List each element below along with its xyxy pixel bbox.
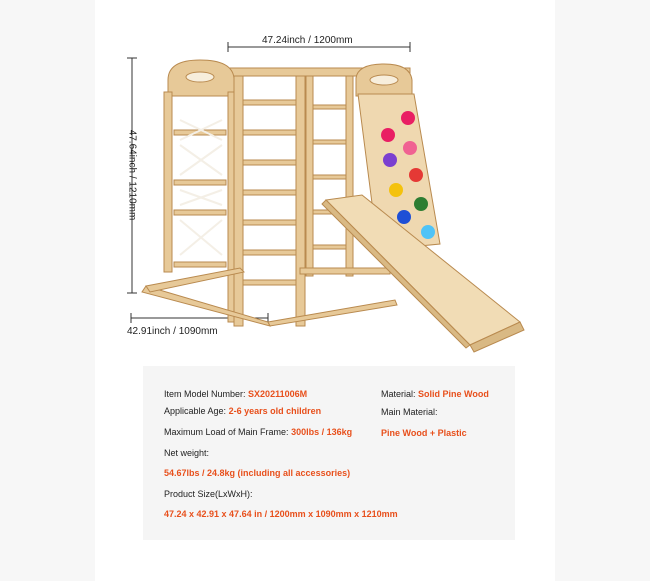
spec-material: [381, 388, 489, 400]
spec-value: 300lbs / 136kg: [291, 427, 353, 437]
depth-dimension-label: 42.91inch / 1090mm: [127, 326, 218, 337]
climbing-frame: [142, 60, 524, 352]
spec-main-material-value: [381, 427, 467, 439]
spec-value: Pine Wood + Plastic: [381, 428, 467, 438]
spec-value: 47.24 x 42.91 x 47.64 in / 1200mm x 1090mm x 1210mm: [164, 509, 398, 519]
height-dimension-label: 47.64inch / 1210mm: [126, 129, 138, 221]
spec-age: [164, 405, 321, 417]
spec-value: 2-6 years old children: [228, 406, 322, 416]
spec-value: 54.67lbs / 24.8kg (including all accessories): [164, 468, 351, 478]
spec-net-weight-label: Net weight:: [164, 448, 210, 458]
spec-max-load: [164, 426, 352, 438]
spec-label: Maximum Load of Main Frame:: [164, 427, 289, 437]
spec-label: Material:: [381, 389, 416, 399]
spec-item-model: [164, 388, 307, 400]
spec-label: Item Model Number:: [164, 389, 246, 399]
spec-main-material-label: Main Material:: [381, 407, 438, 417]
spec-size-label: Product Size(LxWxH):: [164, 489, 253, 499]
width-dimension-label: 47.24inch / 1200mm: [262, 35, 353, 46]
spec-net-weight-value: [164, 467, 350, 479]
spec-size-value: [164, 508, 398, 520]
spec-value: Solid Pine Wood: [418, 389, 489, 399]
spec-label: Applicable Age:: [164, 406, 227, 416]
spec-value: SX20211006M: [248, 389, 308, 399]
